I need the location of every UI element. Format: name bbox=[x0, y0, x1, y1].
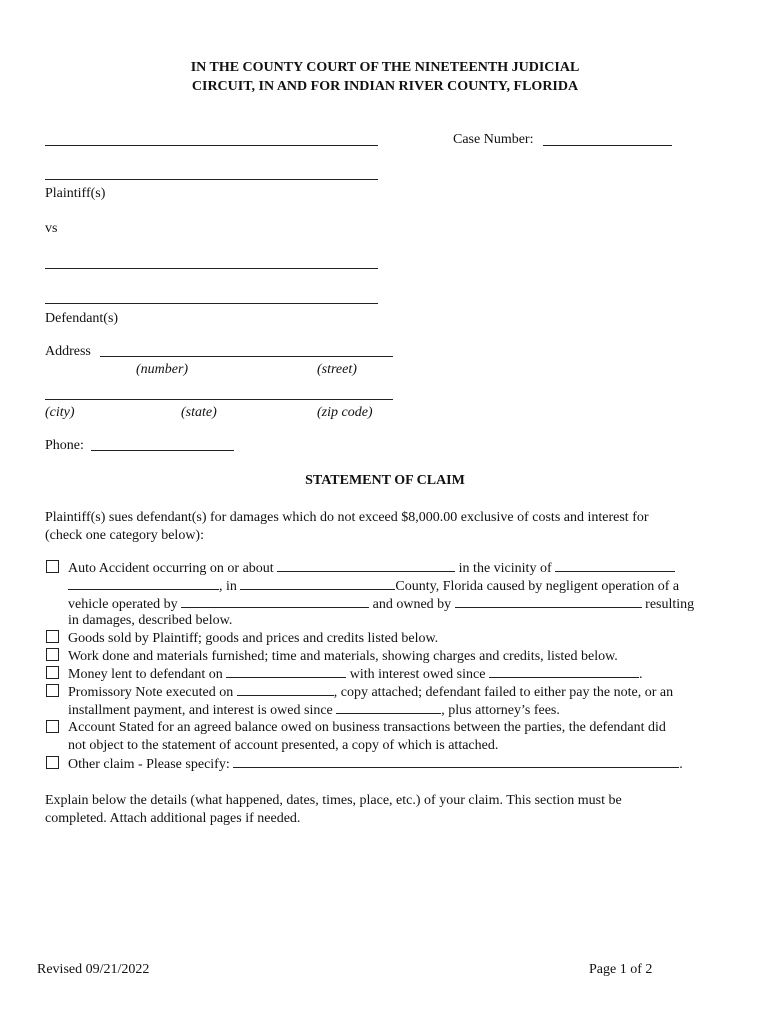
other-claim-label: Other claim - Please specify: bbox=[68, 757, 230, 772]
money-lent-period: . bbox=[638, 667, 643, 682]
accident-location-field[interactable] bbox=[68, 577, 219, 590]
address-street-field[interactable] bbox=[100, 356, 393, 357]
statement-title: STATEMENT OF CLAIM bbox=[305, 473, 465, 488]
case-number-label: Case Number: bbox=[453, 132, 534, 147]
account-stated-checkbox[interactable] bbox=[46, 720, 59, 733]
account-stated-line-2: not object to the statement of account presented, a copy of which is attached. bbox=[68, 738, 499, 753]
city-sublabel: (city) bbox=[45, 405, 75, 420]
court-header-line-2: CIRCUIT, IN AND FOR INDIAN RIVER COUNTY, FLORIDA bbox=[191, 79, 579, 94]
auto-accident-line-2 bbox=[68, 577, 679, 595]
accident-county-field[interactable] bbox=[240, 577, 395, 590]
note-interest-since-field[interactable] bbox=[336, 701, 441, 714]
promissory-note-text-4: , plus attorney’s fees. bbox=[441, 703, 560, 718]
vehicle-operator-field[interactable] bbox=[181, 595, 369, 608]
auto-accident-text-1: Auto Accident occurring on or about bbox=[68, 561, 274, 576]
promissory-note-text-1: Promissory Note executed on bbox=[68, 685, 234, 700]
auto-accident-text-3: , in bbox=[219, 579, 237, 594]
interest-since-field[interactable] bbox=[489, 665, 639, 678]
street-sublabel: (street) bbox=[317, 362, 357, 377]
promissory-note-checkbox[interactable] bbox=[46, 684, 59, 697]
plaintiff-label: Plaintiff(s) bbox=[45, 186, 106, 201]
goods-sold-text: Goods sold by Plaintiff; goods and prices and credits listed below. bbox=[68, 631, 439, 646]
plaintiff-name-line-1[interactable] bbox=[45, 145, 378, 146]
plaintiff-name-line-2[interactable] bbox=[45, 179, 378, 180]
promissory-note-line-2 bbox=[68, 701, 560, 719]
phone-field[interactable] bbox=[91, 450, 234, 451]
court-header-line-1: IN THE COUNTY COURT OF THE NINETEENTH JUDICIAL bbox=[190, 60, 580, 75]
zip-sublabel: (zip code) bbox=[317, 405, 373, 420]
page-number: Page 1 of 2 bbox=[589, 962, 653, 977]
note-executed-date-field[interactable] bbox=[237, 683, 334, 696]
auto-accident-text-6: and owned by bbox=[372, 597, 452, 612]
auto-accident-line-3 bbox=[68, 595, 694, 613]
accident-vicinity-field[interactable] bbox=[555, 559, 675, 572]
explain-line-2: completed. Attach additional pages if needed. bbox=[45, 811, 301, 826]
auto-accident-text-4: County, Florida caused by negligent operation of a bbox=[395, 579, 680, 594]
explain-line-1: Explain below the details (what happened, dates, times, place, etc.) of your claim. This section must be bbox=[45, 793, 622, 808]
auto-accident-checkbox[interactable] bbox=[46, 560, 59, 573]
case-number-field[interactable] bbox=[543, 145, 672, 146]
auto-accident-text-5: vehicle operated by bbox=[68, 597, 178, 612]
other-claim-field[interactable] bbox=[233, 755, 679, 768]
statement-intro-line-1: Plaintiff(s) sues defendant(s) for damages which do not exceed $8,000.00 exclusive of costs and interest for bbox=[45, 510, 649, 525]
promissory-note-line-1 bbox=[68, 683, 673, 701]
other-claim-period: . bbox=[679, 757, 683, 772]
vs-label: vs bbox=[45, 221, 58, 236]
number-sublabel: (number) bbox=[136, 362, 189, 377]
defendant-name-line-2[interactable] bbox=[45, 303, 378, 304]
accident-date-field[interactable] bbox=[277, 559, 455, 572]
statement-intro-line-2: (check one category below): bbox=[45, 528, 204, 543]
revised-date: Revised 09/21/2022 bbox=[37, 962, 150, 977]
work-done-checkbox[interactable] bbox=[46, 648, 59, 661]
auto-accident-text-7: resulting bbox=[645, 597, 695, 612]
money-lent-checkbox[interactable] bbox=[46, 666, 59, 679]
defendant-name-line-1[interactable] bbox=[45, 268, 378, 269]
other-claim-checkbox[interactable] bbox=[46, 756, 59, 769]
auto-accident-line-1 bbox=[68, 559, 675, 577]
address-label: Address bbox=[45, 344, 91, 359]
promissory-note-text-3: installment payment, and interest is owed since bbox=[68, 703, 333, 718]
goods-sold-checkbox[interactable] bbox=[46, 630, 59, 643]
auto-accident-line-4: in damages, described below. bbox=[68, 613, 233, 628]
money-lent-line bbox=[68, 665, 642, 683]
phone-label: Phone: bbox=[45, 438, 84, 453]
money-lent-text-1: Money lent to defendant on bbox=[68, 667, 223, 682]
auto-accident-text-2: in the vicinity of bbox=[458, 561, 552, 576]
account-stated-line-1: Account Stated for an agreed balance owed on business transactions between the parties, the defendant did bbox=[68, 720, 666, 735]
promissory-note-text-2: , copy attached; defendant failed to either pay the note, or an bbox=[333, 685, 674, 700]
loan-date-field[interactable] bbox=[226, 665, 346, 678]
address-city-field[interactable] bbox=[45, 399, 393, 400]
work-done-text: Work done and materials furnished; time and materials, showing charges and credits, listed below. bbox=[68, 649, 618, 664]
state-sublabel: (state) bbox=[181, 405, 217, 420]
other-claim-line bbox=[68, 755, 683, 773]
vehicle-owner-field[interactable] bbox=[455, 595, 642, 608]
money-lent-text-2: with interest owed since bbox=[349, 667, 486, 682]
defendant-label: Defendant(s) bbox=[45, 311, 119, 326]
